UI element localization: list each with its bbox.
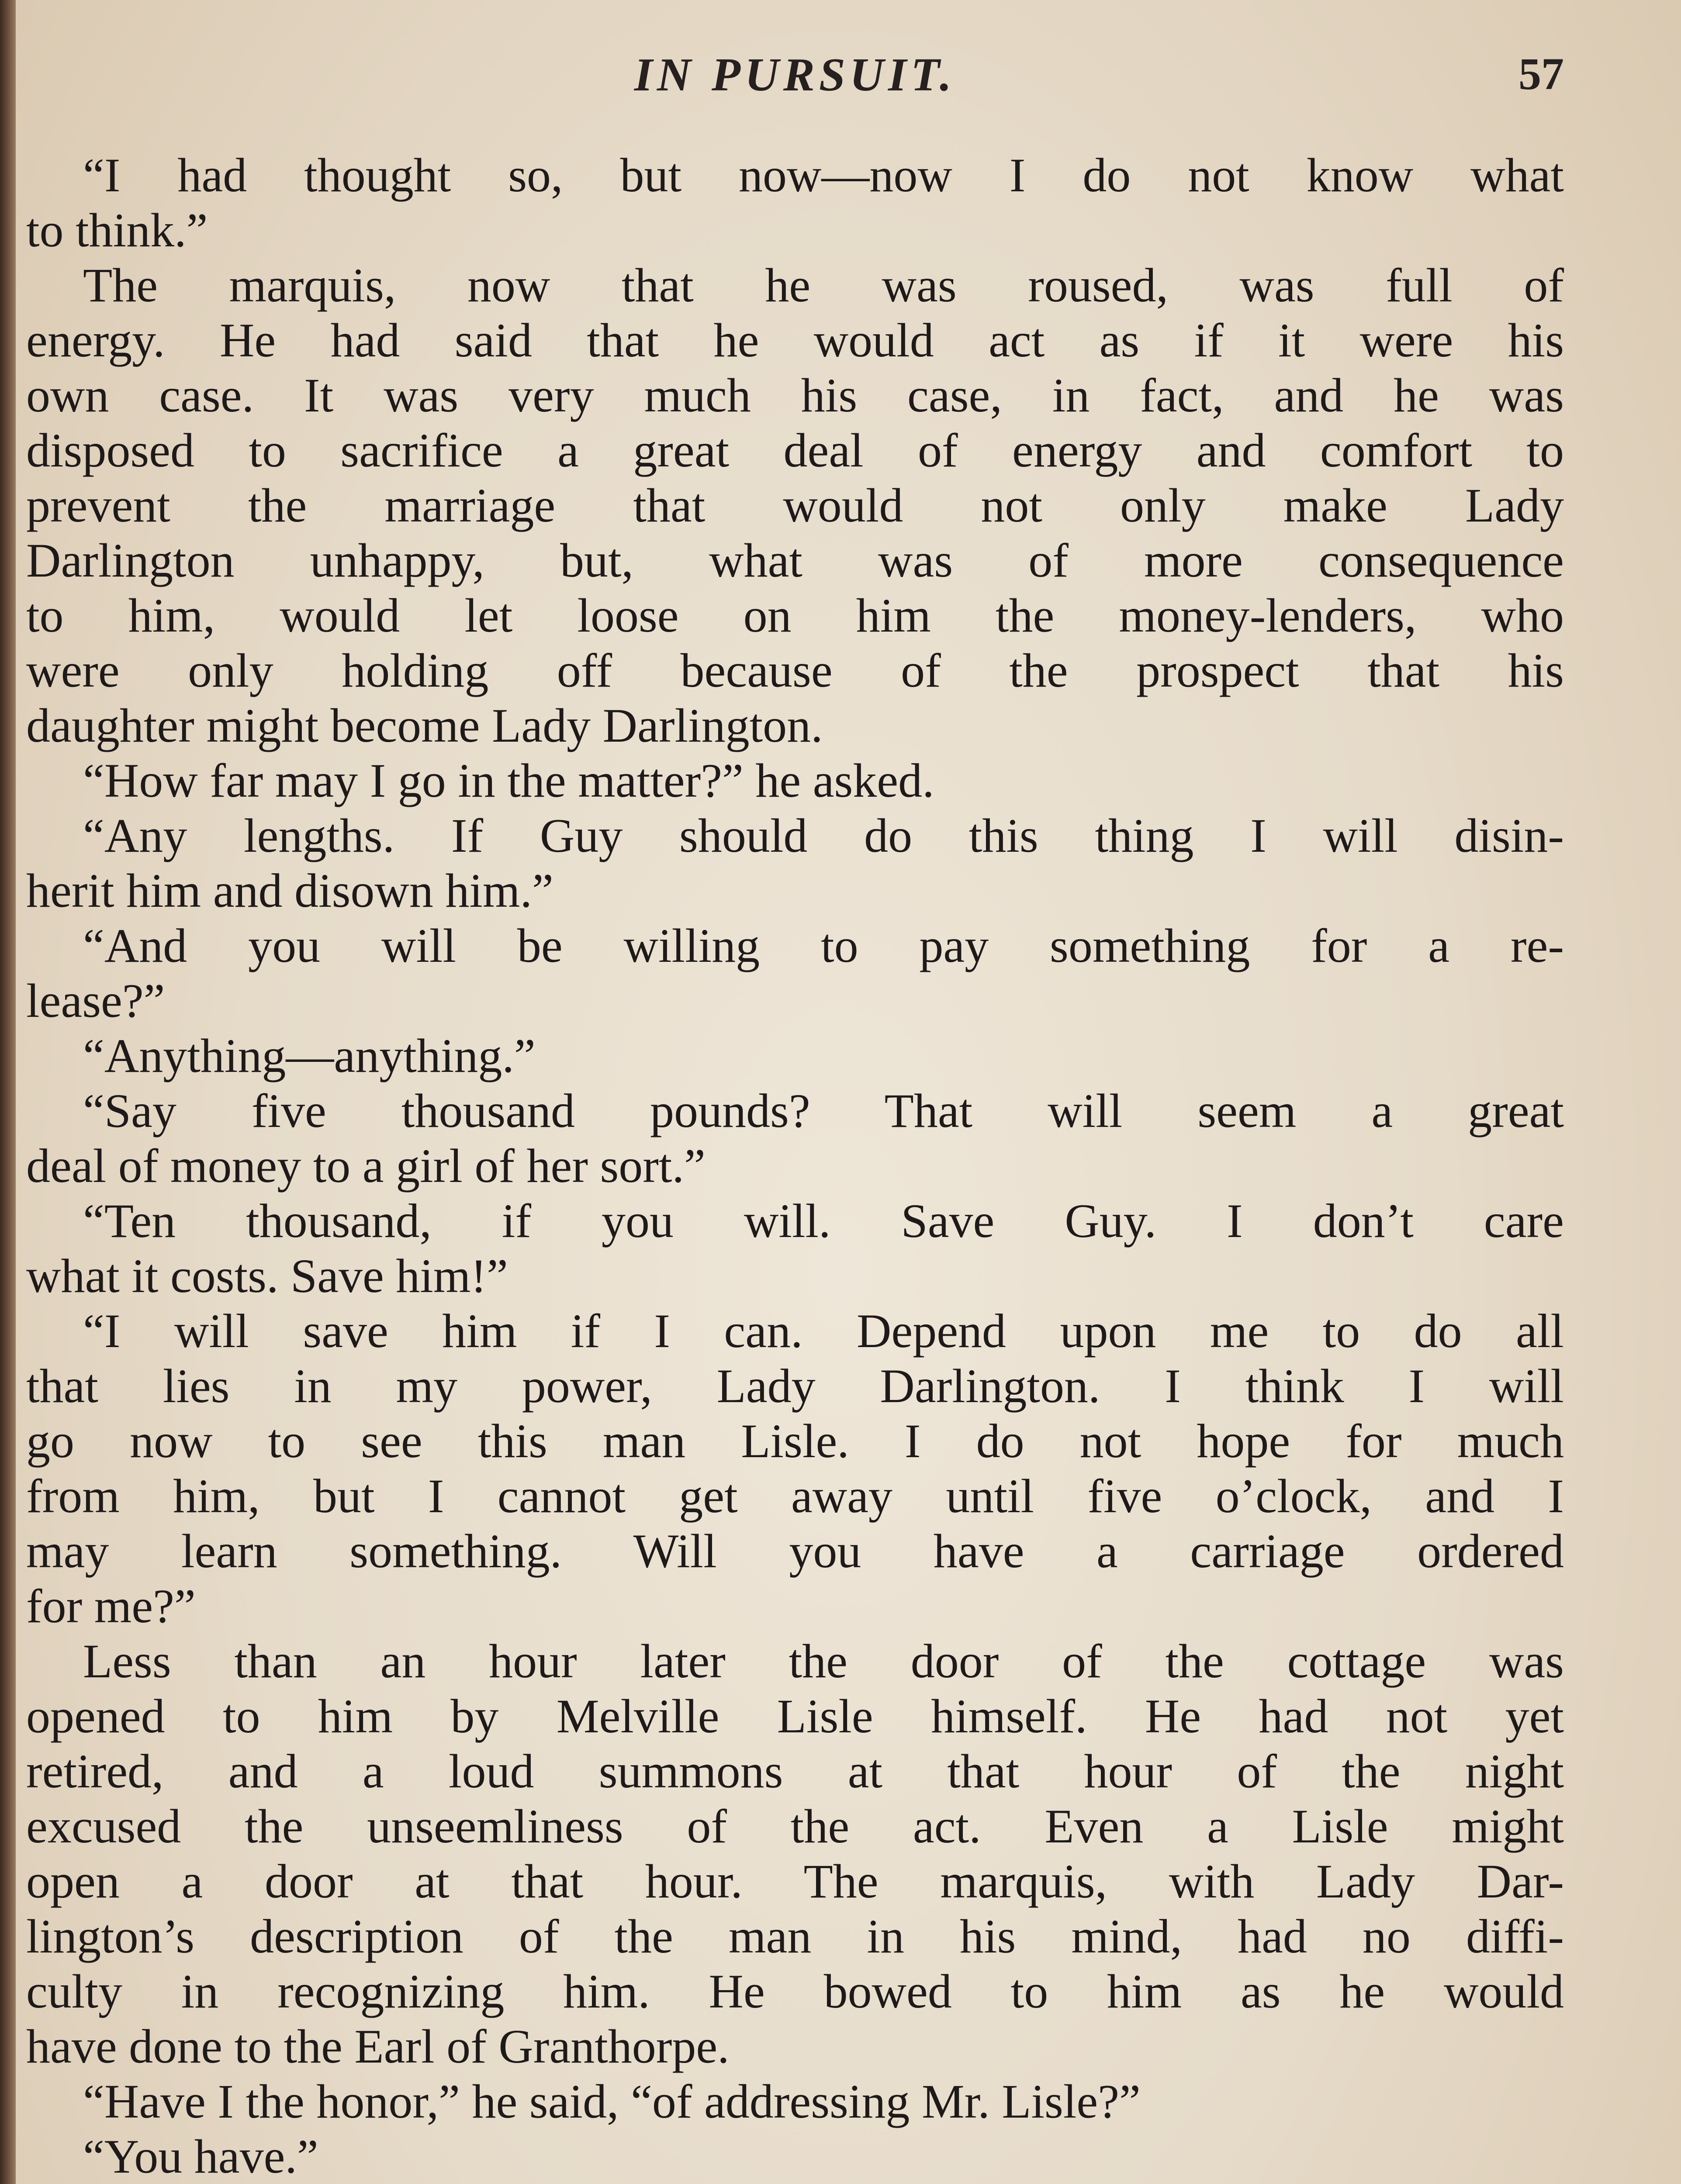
text-line: were only holding off because of the prospect that his: [26, 644, 1564, 697]
text-line: lease?”: [26, 974, 165, 1027]
text-line: retired, and a loud summons at that hour of the night: [26, 1745, 1564, 1798]
text-line: opened to him by Melville Lisle himself. He had not yet: [26, 1690, 1564, 1743]
text-line: “Anything—anything.”: [83, 1029, 536, 1082]
text-line: lington’s description of the man in his mind, had no diffi-: [26, 1910, 1564, 1963]
text-line: “And you will be willing to pay something for a re-: [83, 919, 1564, 972]
text-line: to think.”: [26, 204, 208, 257]
text-line: daughter might become Lady Darlington.: [26, 699, 823, 752]
text-line: “I will save him if I can. Depend upon me to do all: [83, 1304, 1564, 1358]
text-line: Darlington unhappy, but, what was of more consequence: [26, 534, 1564, 587]
text-line: disposed to sacrifice a great deal of energy and comfort to: [26, 424, 1564, 477]
text-line: deal of money to a girl of her sort.”: [26, 1139, 706, 1192]
text-line: that lies in my power, Lady Darlington. I think I will: [26, 1359, 1564, 1413]
text-line: from him, but I cannot get away until five o’clock, and I: [26, 1469, 1564, 1523]
text-line: have done to the Earl of Granthorpe.: [26, 2020, 730, 2073]
text-line: “Ten thousand, if you will. Save Guy. I don’t care: [83, 1194, 1564, 1248]
text-line: energy. He had said that he would act as if it were his: [26, 314, 1564, 367]
text-line: “How far may I go in the matter?” he asked.: [83, 754, 934, 807]
text-line: “Say five thousand pounds? That will seem a great: [83, 1084, 1564, 1137]
text-line: open a door at that hour. The marquis, with Lady Dar-: [26, 1855, 1564, 1908]
text-line: culty in recognizing him. He bowed to him as he would: [26, 1965, 1564, 2018]
text-line: for me?”: [26, 1579, 196, 1633]
page-number: 57: [1518, 49, 1564, 99]
text-line: prevent the marriage that would not only make Lady: [26, 479, 1564, 532]
text-line: to him, would let loose on him the money-lenders, who: [26, 589, 1564, 642]
text-line: The marquis, now that he was roused, was full of: [83, 259, 1564, 312]
text-line: Less than an hour later the door of the cottage was: [83, 1635, 1564, 1688]
text-line: what it costs. Save him!”: [26, 1249, 508, 1303]
text-line: “Any lengths. If Guy should do this thing I will disin-: [83, 809, 1564, 862]
text-line: may learn something. Will you have a carriage ordered: [26, 1524, 1564, 1578]
text-line: “I had thought so, but now—now I do not know what: [83, 149, 1564, 202]
chapter-title: IN PURSUIT.: [634, 49, 956, 101]
text-line: excused the unseemliness of the act. Even a Lisle might: [26, 1800, 1564, 1853]
text-line: own case. It was very much his case, in fact, and he was: [26, 369, 1564, 422]
text-line: herit him and disown him.”: [26, 864, 553, 917]
running-head: [26, 48, 1564, 114]
text-line: go now to see this man Lisle. I do not hope for much: [26, 1414, 1564, 1468]
book-spine-edge: [0, 0, 16, 2184]
text-line: “You have.”: [83, 2130, 318, 2183]
text-line: “Have I the honor,” he said, “of addressing Mr. Lisle?”: [83, 2075, 1141, 2128]
body-text: [26, 148, 1564, 2184]
